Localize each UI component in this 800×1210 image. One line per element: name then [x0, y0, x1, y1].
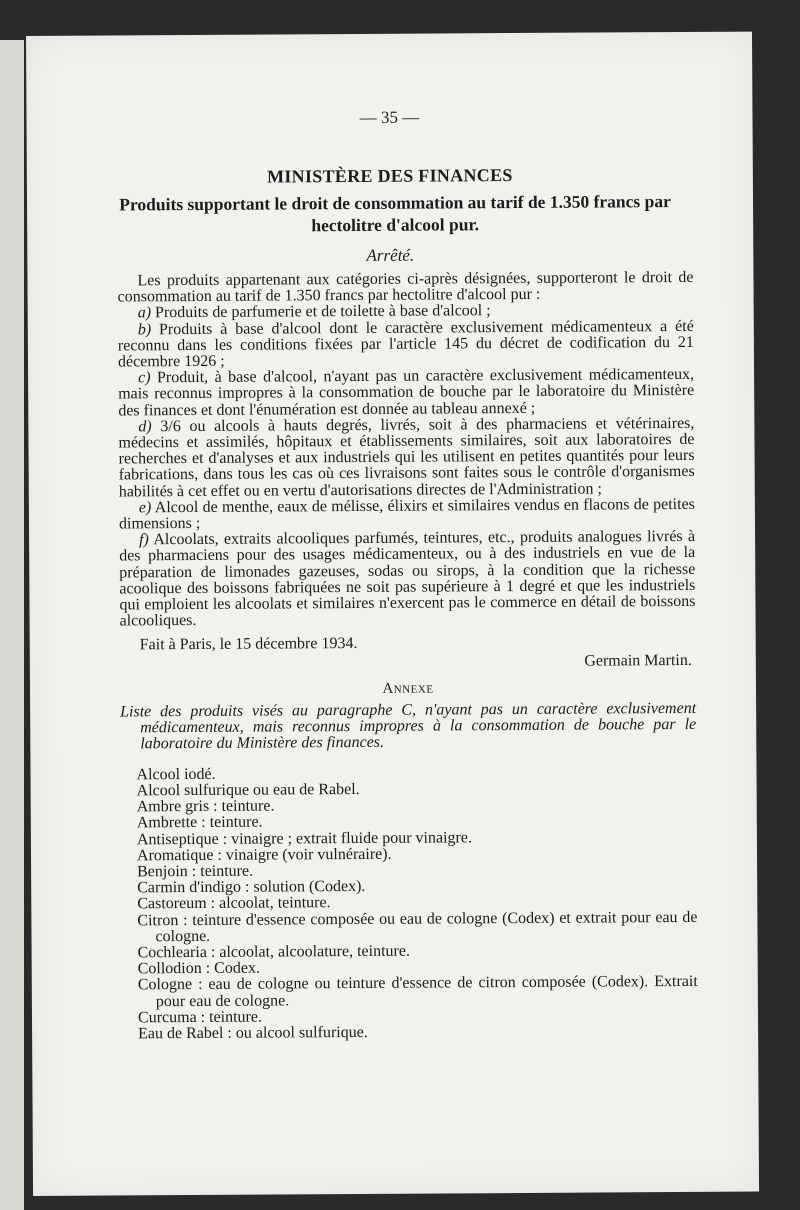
document-page: [26, 32, 759, 1196]
clause-text: 3/6 ou alcools à hauts degrés, livrés, soit à des pharmaciens et vétérinaires, médecins et assimilés, hôpitaux et établissements similaires, soit aux laboratoires de recherches et d'analyses et aux industriels qui les utilisent en petites quantités pour leurs fabrications, dans tous les cas où ces livraisons sont faites sous le contrôle d'organismes habilités à cet effet ou en vertu d'autorisations directes de l'Administration ;: [118, 414, 695, 501]
list-item: Curcuma : teinture.: [137, 1008, 263, 1027]
clause-text: Alcool de menthe, eaux de mélisse, élixirs et similaires vendus en flacons de petites dimensions ;: [118, 495, 695, 533]
clause: [118, 416, 694, 501]
list-item: Castoreum : alcoolat, teinture.: [137, 894, 331, 913]
list-item: Cologne : eau de cologne ou teinture d'essence de citron composée (Codex). Extrait pour eau de cologne.: [137, 973, 698, 1010]
clause: [119, 497, 695, 533]
list-item: Alcool iodé.: [136, 765, 216, 784]
list-item: Ambre gris : teinture.: [136, 797, 275, 816]
list-item: Carmin d'indigo : solution (Codex).: [137, 878, 366, 897]
liste-title: Liste des produits visés au paragraphe C, n'ayant pas un caractère exclusivement médicamenteux, mais reconnus impropres à la consommation de bouche par le laboratoire du Ministère des finances.: [120, 699, 697, 753]
document-body: [117, 270, 698, 1043]
list-item: Aromatique : vinaigre (voir vulnéraire).: [136, 845, 392, 865]
clause-letter: d): [138, 418, 152, 436]
annex-items-list: [120, 764, 698, 1043]
clause-letter: f): [139, 531, 149, 549]
annexe-heading: Annexe: [382, 680, 434, 697]
list-item: Alcool sulfurique ou eau de Rabel.: [136, 780, 360, 800]
clause-text: Alcoolats, extraits alcooliques parfumés, teintures, etc., produits analogues livrés à des pharmaciens pour des usages médicamenteux, ou à des industriels en vue de la préparation de limonades gazeuses, sodas ou sirops, à la condition que la richesse acoolique des boissons fabriquées ne soit pas supérieure à 1 degré et que les industriels qui emploient les alcoolats et similaires n'exercent pas le commerce en détail de boissons alcooliques.: [119, 528, 696, 630]
list-item: Benjoin : teinture.: [137, 862, 254, 881]
clause-letter: c): [138, 369, 151, 387]
document-subtitle: Produits supportant le droit de consommation au tarif de 1.350 francs par hectolitre d'alcool pur.: [119, 191, 671, 236]
left-page-edge: [0, 40, 24, 1210]
clause-letter: b): [137, 320, 152, 338]
clause: [118, 367, 694, 419]
list-item: Collodion : Codex.: [137, 959, 260, 978]
clauses-list: [118, 302, 696, 630]
clause: [118, 319, 694, 371]
clause-text: Produits à base d'alcool dont le caractère exclusivement médicamenteux a été reconnu dans les conditions fixées par l'article 145 du décret de codification du 21 décembre 1926 ;: [117, 317, 694, 371]
ministry-heading: MINISTÈRE DES FINANCES: [266, 165, 513, 187]
list-item: Ambrette : teinture.: [136, 813, 263, 832]
signature: Germain Martin.: [584, 651, 692, 670]
list-item: Antiseptique : vinaigre ; extrait fluide pour vinaigre.: [136, 828, 472, 848]
clause: [119, 529, 696, 630]
list-item: Citron : teinture d'essence composée ou eau de cologne (Codex) et extrait pour eau de cologne.: [137, 908, 698, 945]
fait-a-paris: Fait à Paris, le 15 décembre 1934.: [139, 635, 358, 654]
list-item: Eau de Rabel : ou alcool sulfurique.: [138, 1023, 368, 1043]
intro-paragraph: Les produits appartenant aux catégories ci-après désignées, supporteront le droit de consommation au tarif de 1.350 francs par hectolitre d'alcool pur :: [117, 268, 694, 306]
clause-letter: e): [138, 499, 152, 517]
clause-text: Produits de parfumerie et de toilette à base d'alcool ;: [150, 302, 491, 322]
page-number: — 35 —: [359, 107, 420, 127]
arrete-heading: Arrêté.: [366, 245, 415, 265]
list-item: Cochlearia : alcoolat, alcoolature, teinture.: [137, 942, 410, 962]
clause-letter: a): [137, 304, 152, 322]
clause-text: Produit, à base d'alcool, n'ayant pas un caractère exclusivement médicamenteux, mais reconnus impropres à la consommation de bouche par le laboratoire du Ministère des finances et dont l'énumération est donnée au tableau annexé ;: [118, 366, 695, 420]
